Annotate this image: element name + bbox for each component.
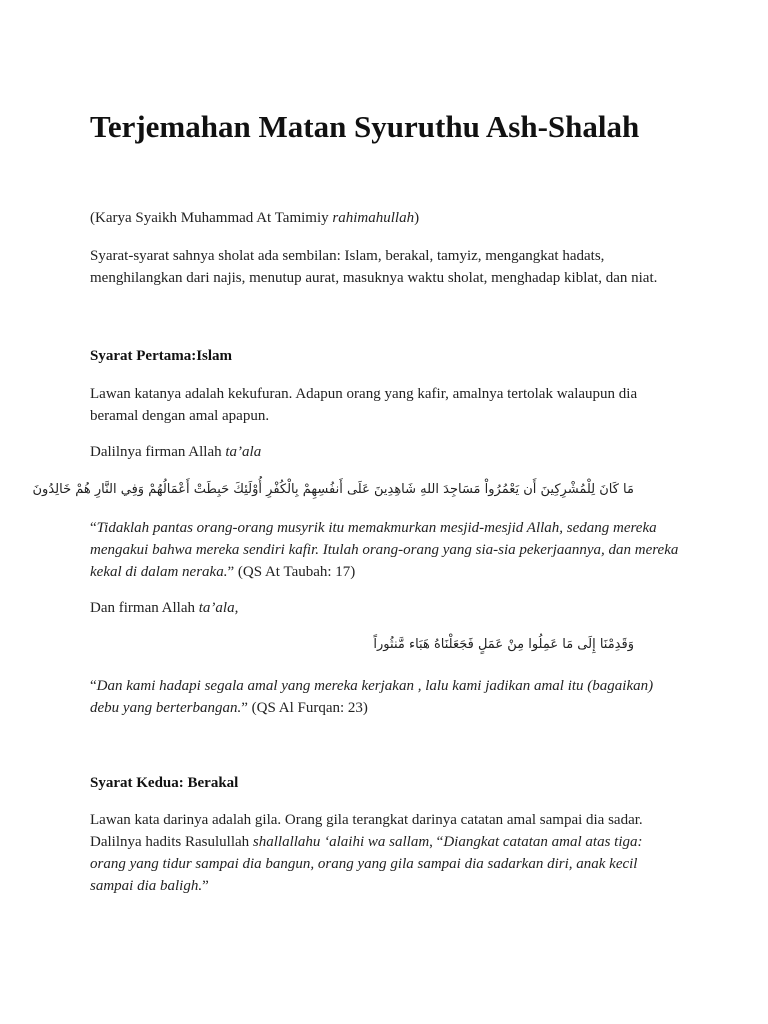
dalil-line-1 (90, 441, 680, 463)
dalil-1-emphasis: ta’ala (225, 444, 262, 460)
section1-paragraph: Lawan katanya adalah kekufuran. Adapun orang yang kafir, amalnya tertolak walaupun dia beramal dengan amal apapun. (90, 386, 638, 424)
arabic-verse-1: مَا كَانَ لِلْمُشْرِكِينَ أَن يَعْمُرُواْ مَسَاجِدَ اللهِ شَاهِدِينَ عَلَى أَنفُسِهِمْ بِالْكُفْرِ أُوْلَئِكَ حَبِطَتْ أَعْمَالُهُمْ وَفِي النَّارِ هُمْ خَالِدُونَ (32, 482, 634, 497)
intro-paragraph: Syarat-syarat sahnya sholat ada sembilan: Islam, berakal, tamyiz, mengangkat hadats, menghilangkan dari najis, menutup aurat, masuknya waktu sholat, menghadap kiblat, dan niat. (90, 248, 658, 286)
translation-1-text: Tidaklah pantas orang-orang musyrik itu memakmurkan mesjid-mesjid Allah, sedang mereka mengakui bahwa mereka sendiri kafir. Itulah orang-orang yang sia-sia pekerjaannya, dan mereka kekal di dalam neraka. (90, 520, 679, 580)
section-heading-syarat-kedua: Syarat Kedua: Berakal (90, 775, 239, 791)
section2-hadith: Diangkat catatan amal atas tiga: orang yang tidur sampai dia bangun, orang yang gila sampai dia sadarkan diri, anak kecil sampai dia baligh. (90, 834, 643, 894)
translation-1-citation: ” (QS At Taubah: 17) (227, 564, 356, 580)
page-title: Terjemahan Matan Syuruthu Ash-Shalah (90, 109, 640, 144)
translation-2 (90, 675, 680, 719)
dalil-2-emphasis: ta’ala, (198, 600, 239, 616)
section2-close-quote: ” (202, 878, 209, 894)
section2-mid: , “ (429, 834, 444, 850)
section2-text: Lawan kata darinya adalah gila. Orang gila terangkat darinya catatan amal sampai dia sadar. Dalilnya hadits Rasulullah (90, 812, 643, 850)
translation-1-open-quote: “ (90, 520, 97, 536)
section2-paragraph (90, 809, 680, 897)
dalil-2-text: Dan firman Allah (90, 600, 199, 616)
author-honorific: rahimahullah (332, 210, 415, 226)
translation-2-citation: ” (QS Al Furqan: 23) (241, 700, 368, 716)
translation-2-open-quote: “ (90, 678, 97, 694)
author-prefix: (Karya Syaikh Muhammad At Tamimiy (90, 210, 333, 226)
dalil-line-2 (90, 597, 680, 619)
translation-2-text: Dan kami hadapi segala amal yang mereka kerjakan , lalu kami jadikan amal itu (bagaikan) debu yang berterbangan. (90, 678, 654, 716)
author-suffix: ) (414, 210, 420, 226)
arabic-verse-2: وَقَدِمْنَا إِلَى مَا عَمِلُوا مِنْ عَمَلٍ فَجَعَلْنَاهُ هَبَاء مَّنثُوراً (373, 637, 634, 652)
section-heading-syarat-pertama: Syarat Pertama:Islam (90, 348, 233, 364)
translation-1 (90, 517, 680, 583)
author-line (90, 207, 680, 229)
section2-emphasis-salawat: shallallahu ‘alaihi wa sallam (252, 834, 430, 850)
dalil-1-text: Dalilnya firman Allah (90, 444, 226, 460)
